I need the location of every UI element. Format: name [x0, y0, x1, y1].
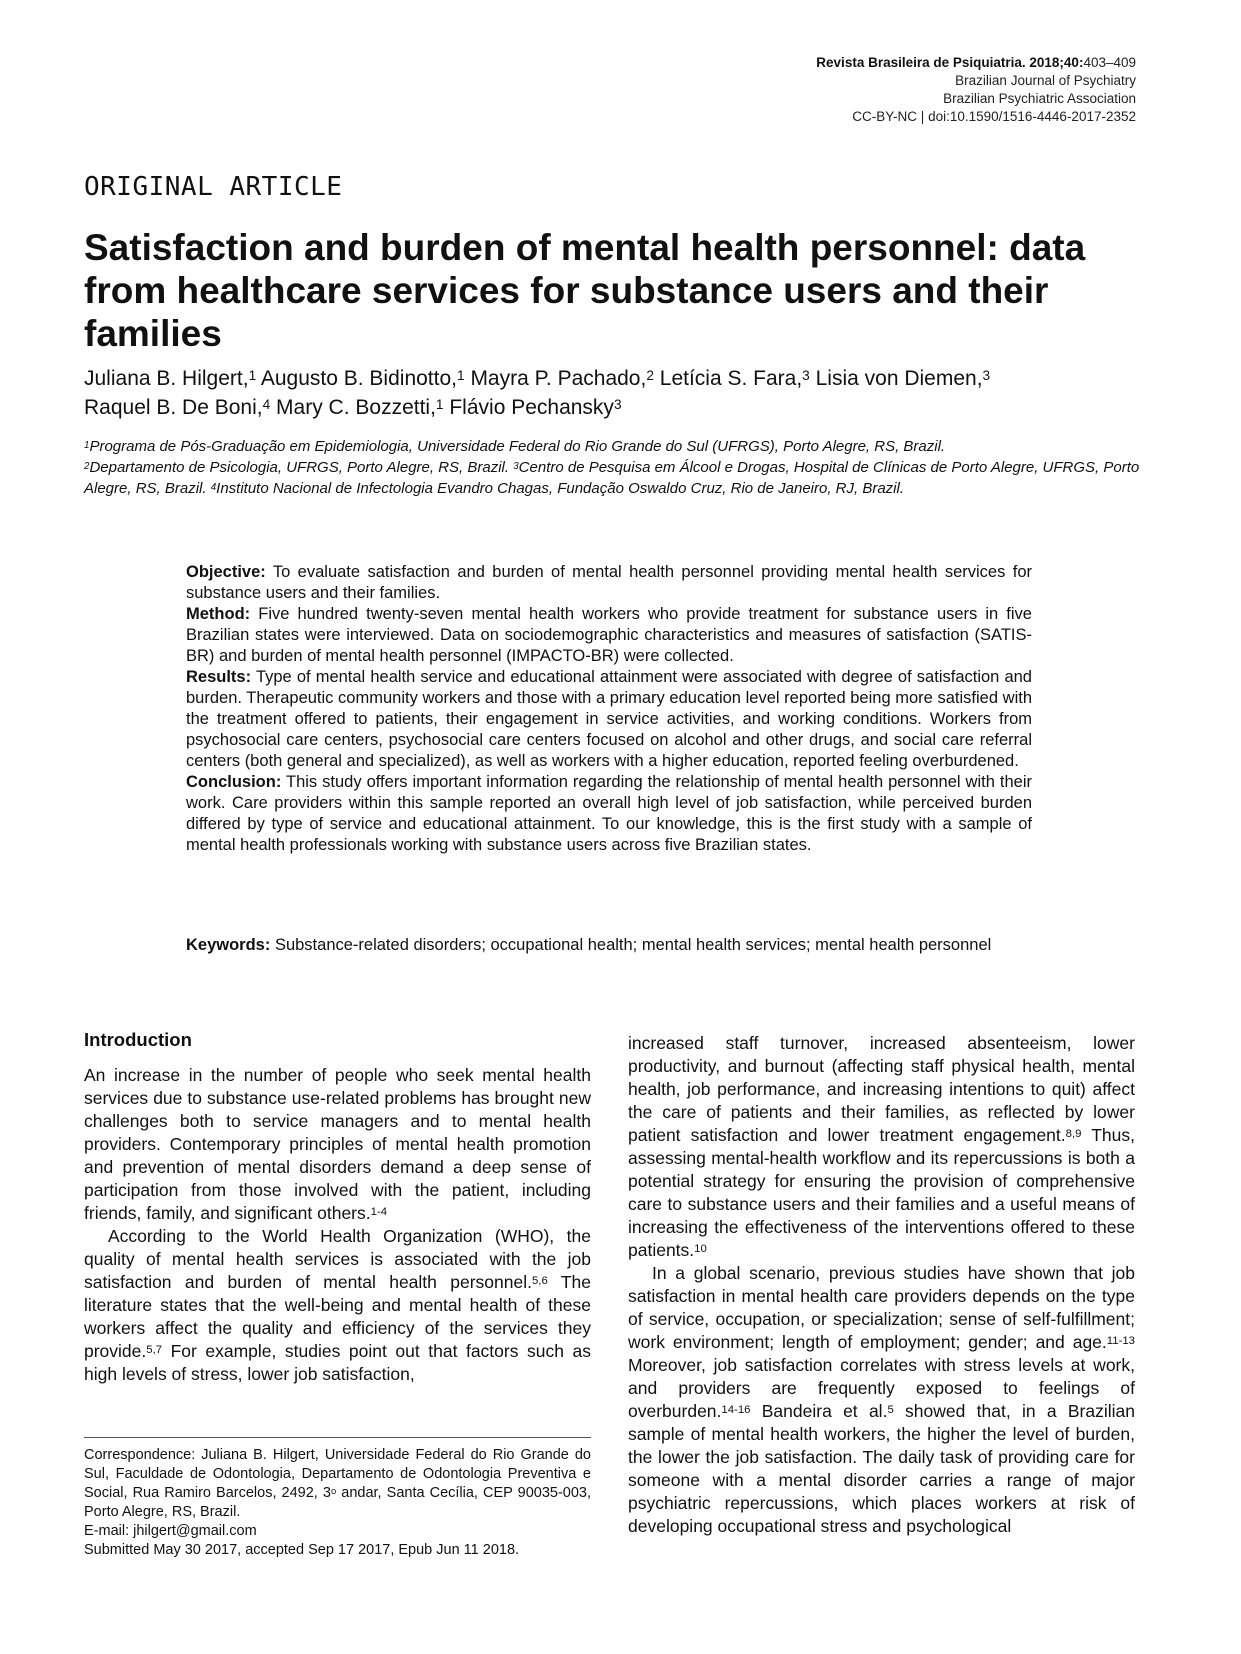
affiliation: Programa de Pós-Graduação em Epidemiologia, Universidade Federal do Rio Grande do Sul (UFRGS), Porto Alegre, RS, Brazil. — [89, 438, 946, 455]
article-title: Satisfaction and burden of mental health personnel: data from healthcare services for substance users and their families — [84, 227, 1086, 354]
citation-ref: 10 — [694, 1243, 707, 1256]
affiliation: Departamento de Psicologia, UFRGS, Porto Alegre, RS, Brazil. — [89, 459, 510, 476]
citation-ref: 8,9 — [1065, 1128, 1082, 1141]
abstract-results: Results: Type of mental health service and educational attainment were associated with degree of satisfaction and burden. Therapeutic community workers and those with a primary education level reported being more satisfied with the treatment offered to patients, their engagement in service activities, and working conditions. Workers from psychosocial care centers, psychosocial care centers focused on alcohol and other drugs, and social care referral centers (both general and specialized), as well as workers with a higher education, reported feeling overburdened. — [186, 668, 1032, 770]
affiliation-number: 3 — [513, 460, 519, 472]
author: Mayra P. Pachado, — [470, 367, 647, 390]
right-column — [628, 1032, 1135, 1538]
author-affiliation-mark: 3 — [982, 368, 991, 384]
citation-ref: 11-13 — [1106, 1335, 1135, 1348]
journal-header — [816, 54, 1136, 126]
abstract-method-label: Method: — [186, 605, 251, 623]
author-affiliation-mark: 3 — [802, 368, 810, 384]
footnote-divider — [84, 1437, 591, 1438]
abstract — [186, 562, 1032, 856]
author: Mary C. Bozzetti, — [276, 396, 436, 419]
keywords — [186, 935, 1032, 956]
keywords-label: Keywords: — [186, 936, 271, 954]
author: Raquel B. De Boni, — [84, 396, 263, 419]
citation-ref: 1-4 — [370, 1206, 388, 1219]
left-column — [84, 1028, 591, 1386]
body-paragraph: An increase in the number of people who seek mental health services due to substance use-related problems has brought new challenges both to service managers and to mental health providers. Contemporary principles of mental health promotion and prevention of mental disorders demand a deep sense of participation from those involved with the patient, including friends, family, and significant others.$^{1-4}$ — [84, 1065, 591, 1223]
body-paragraph: According to the World Health Organization (WHO), the quality of mental health services is associated with the job satisfaction and burden of mental health personnel.$^{5,6}$ The literature states that the well-being and mental health of these workers affect the quality and efficiency of the services they provide.$^{5,7}$ For example, studies point out that factors such as high levels of stress, lower job satisfaction, — [84, 1226, 591, 1384]
affiliation-number: 1 — [84, 439, 90, 451]
affiliations — [84, 436, 1164, 499]
affiliation-number: 2 — [84, 460, 90, 472]
author: Augusto B. Bidinotto, — [260, 367, 457, 390]
correspondence-email: E-mail: jhilgert@gmail.com — [84, 1523, 257, 1539]
citation-ref: 5 — [887, 1404, 894, 1417]
submission-dates: Submitted May 30 2017, accepted Sep 17 2017, Epub Jun 11 2018. — [84, 1542, 520, 1558]
author-affiliation-mark: 1 — [457, 368, 465, 384]
section-label: ORIGINAL ARTICLE — [84, 172, 343, 202]
abstract-results-label: Results: — [186, 668, 252, 686]
abstract-objective-label: Objective: — [186, 563, 266, 581]
author-affiliation-mark: 2 — [646, 368, 654, 384]
footnote — [84, 1446, 591, 1560]
journal-english-name: Brazilian Journal of Psychiatry — [955, 73, 1136, 88]
author-affiliation-mark: 4 — [262, 397, 271, 413]
affiliation-number: 4 — [210, 481, 217, 493]
affiliation: Instituto Nacional de Infectologia Evandro Chagas, Fundação Oswaldo Cruz, Rio de Janeiro, RJ, Brazil. — [216, 480, 905, 497]
keywords-text: Substance-related disorders; occupational health; mental health services; mental health personnel — [274, 936, 992, 954]
author-affiliation-mark: 1 — [248, 368, 257, 384]
citation-ref: 5,7 — [146, 1344, 163, 1357]
journal-doi: CC-BY-NC | doi:10.1590/1516-4446-2017-2352 — [852, 109, 1136, 124]
author-affiliation-mark: 3 — [613, 397, 622, 413]
journal-citation: Revista Brasileira de Psiquiatria. 2018;40:403–409 — [816, 55, 1136, 70]
author: Lisia von Diemen, — [815, 367, 983, 390]
body-paragraph: increased staff turnover, increased absenteeism, lower productivity, and burnout (affecting staff physical health, mental health, job performance, and increasing intentions to quit) affect the care of patients and their families, as reflected by lower patient satisfaction and lower treatment engagement.$^{8,9}$ Thus, assessing mental-health workflow and its repercussions is both a potential strategy for ensuring the provision of comprehensive care to substance users and their families and a useful means of increasing the effectiveness of the interventions offered to these patients.$^{10}$ — [628, 1033, 1135, 1260]
affiliation: Centro de Pesquisa em Álcool e Drogas, Hospital de Clínicas de Porto Alegre, UFRGS, Porto Alegre, RS, Brazil. — [84, 459, 1140, 497]
body-paragraph: In a global scenario, previous studies have shown that job satisfaction in mental health care providers depends on the type of service, occupation, or specialization; sense of self-fulfillment; work environment; length of employment; gender; and age.$^{11-13}$ Moreover, job satisfaction correlates with stress levels at work, and providers are frequently exposed to feelings of overburden.$^{14-16}$ Bandeira et al.$^5$ showed that, in a Brazilian sample of mental health workers, the higher the level of burden, the lower the job satisfaction. The daily task of providing care for someone with a mental disorder carries a range of major psychiatric repercussions, which places workers at risk of developing occupational stress and psychological — [628, 1263, 1135, 1536]
author: Juliana B. Hilgert, — [84, 367, 249, 390]
abstract-conclusion: Conclusion: This study offers important information regarding the relationship of mental health personnel with their work. Care providers within this sample reported an overall high level of job satisfaction, while perceived burden differed by type of service and educational attainment. To our knowledge, this is the first study with a sample of mental health professionals working with substance users across five Brazilian states. — [186, 773, 1032, 854]
author-affiliation-mark: 1 — [435, 397, 444, 413]
author: Flávio Pechansky — [449, 396, 614, 419]
author: Letícia S. Fara, — [659, 367, 803, 390]
introduction-heading: Introduction — [84, 1029, 192, 1050]
journal-association: Brazilian Psychiatric Association — [943, 91, 1136, 106]
abstract-method: Method: Five hundred twenty-seven mental health workers who provide treatment for substance users in five Brazilian states were interviewed. Data on sociodemographic characteristics and measures of satisfaction (SATIS-BR) and burden of mental health personnel (IMPACTO-BR) were collected. — [186, 605, 1032, 665]
citation-ref: 14-16 — [721, 1404, 751, 1417]
abstract-objective: Objective: To evaluate satisfaction and burden of mental health personnel providing mental health services for substance users and their families. — [186, 563, 1032, 602]
author-list — [84, 364, 1164, 422]
correspondence: Correspondence: Juliana B. Hilgert, Universidade Federal do Rio Grande do Sul, Faculdade de Odontologia, Departamento de Odontologia Preventiva e Social, Rua Ramiro Barcelos, 2492, 3$^o$ andar, Santa Cecília, CEP 90035-003, Porto Alegre, RS, Brazil. — [84, 1447, 591, 1520]
abstract-conclusion-label: Conclusion: — [186, 773, 282, 791]
citation-ref: 5,6 — [531, 1275, 548, 1288]
